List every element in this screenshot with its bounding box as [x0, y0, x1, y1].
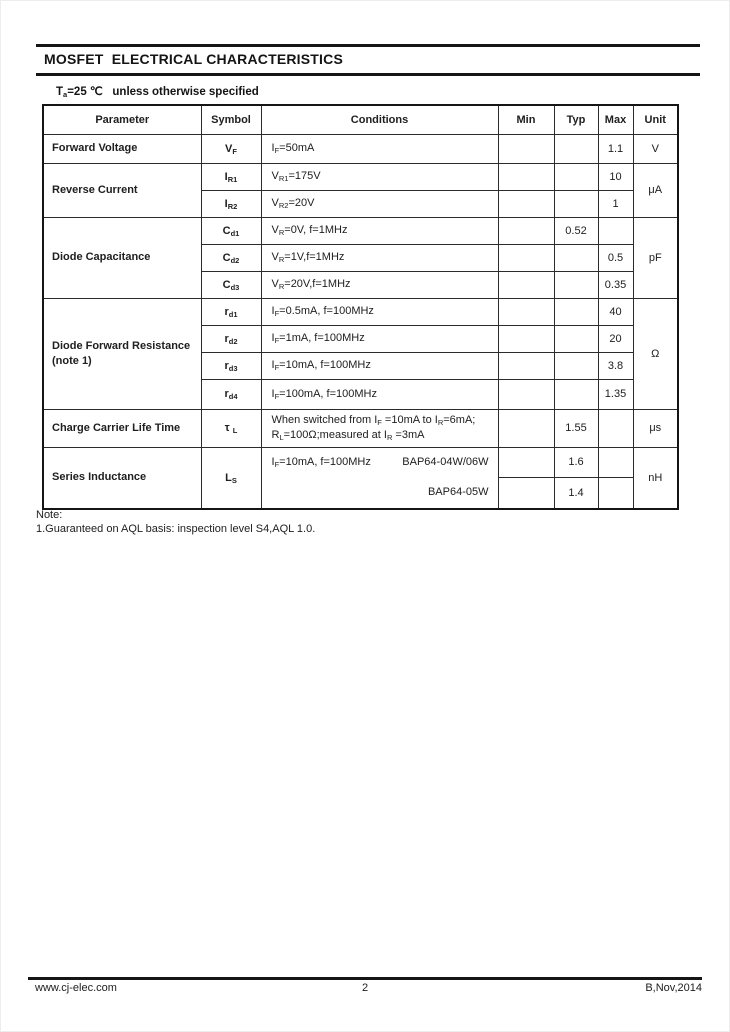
typ-cell: [554, 163, 598, 190]
max-cell: 20: [598, 325, 633, 352]
symbol-cell: $r_{d2}$: [201, 325, 261, 352]
test-conditions-subtitle: $T_a=25$ ℃ unless otherwise specified: [56, 86, 259, 99]
min-cell: [498, 447, 554, 478]
max-cell: 40: [598, 298, 633, 325]
param-cell: Forward Voltage: [43, 134, 201, 163]
min-cell: [498, 379, 554, 409]
min-cell: [498, 244, 554, 271]
conditions-cell: When switched from $I_F =10mA$ to $I_R=6mA$; $R_L=100\Omega;measured$ at $I_R =3mA$: [261, 409, 498, 447]
min-cell: [498, 478, 554, 509]
max-cell: 10: [598, 163, 633, 190]
symbol-cell: $I_{R2}$: [201, 190, 261, 217]
max-cell: 1.35: [598, 379, 633, 409]
typ-cell: [554, 244, 598, 271]
typ-cell: [554, 298, 598, 325]
header-symbol: Symbol: [201, 105, 261, 134]
series-inductance-condition-line: [262, 478, 498, 508]
page-footer: [28, 977, 702, 997]
title-underline-rule: [36, 73, 700, 76]
max-cell: [598, 478, 633, 509]
max-cell: [598, 217, 633, 244]
max-cell: 1: [598, 190, 633, 217]
symbol-cell: $V_F$: [201, 134, 261, 163]
param-cell: Reverse Current: [43, 163, 201, 217]
symbol-cell: $r_{d1}$: [201, 298, 261, 325]
unit-cell: Ω: [633, 298, 678, 409]
table-row: [43, 447, 678, 478]
typ-cell: 1.6: [554, 447, 598, 478]
max-cell: 0.5: [598, 244, 633, 271]
footer-page-number: 2: [361, 981, 369, 994]
unit-cell: μs: [633, 409, 678, 447]
symbol-cell: $C_{d3}$: [201, 271, 261, 298]
conditions-cell: $V_R=1V,f=1MHz$: [261, 244, 498, 271]
typ-cell: 1.55: [554, 409, 598, 447]
header-conditions: Conditions: [261, 105, 498, 134]
unit-cell: μA: [633, 163, 678, 217]
note-block: [36, 508, 315, 536]
param-cell: Diode Capacitance: [43, 217, 201, 298]
param-cell: Diode Forward Resistance (note 1): [43, 298, 201, 409]
min-cell: [498, 163, 554, 190]
header-parameter: Parameter: [43, 105, 201, 134]
symbol-cell: τ $_L$: [201, 409, 261, 447]
symbol-cell: $C_{d1}$: [201, 217, 261, 244]
conditions-cell: $V_{R1}=175V$: [261, 163, 498, 190]
conditions-cell: [261, 447, 498, 509]
max-cell: 1.1: [598, 134, 633, 163]
footer-website: www.cj-elec.com: [35, 981, 117, 994]
typ-cell: 1.4: [554, 478, 598, 509]
min-cell: [498, 325, 554, 352]
header-unit: Unit: [633, 105, 678, 134]
conditions-cell: $I_F=0.5mA$, f=100MHz: [261, 298, 498, 325]
symbol-cell: $r_{d3}$: [201, 352, 261, 379]
typ-cell: [554, 352, 598, 379]
min-cell: [498, 217, 554, 244]
footer-revision: B,Nov,2014: [645, 981, 702, 994]
conditions-cell: $V_{R2}=20V$: [261, 190, 498, 217]
max-cell: [598, 447, 633, 478]
max-cell: [598, 409, 633, 447]
min-cell: [498, 352, 554, 379]
conditions-cell: $I_F=50mA$: [261, 134, 498, 163]
param-cell: Charge Carrier Life Time: [43, 409, 201, 447]
header-min: Min: [498, 105, 554, 134]
symbol-cell: $L_S$: [201, 447, 261, 509]
min-cell: [498, 298, 554, 325]
variant-label: BAP64-04W/06W: [402, 456, 489, 469]
table-row: [43, 298, 678, 325]
header-typ: Typ: [554, 105, 598, 134]
conditions-cell: $V_R=20V,f=1MHz$: [261, 271, 498, 298]
symbol-cell: $r_{d4}$: [201, 379, 261, 409]
conditions-cell: $V_R=0V$, f=1MHz: [261, 217, 498, 244]
series-inductance-condition-line: [262, 448, 498, 478]
min-cell: [498, 134, 554, 163]
min-cell: [498, 271, 554, 298]
table-row: [43, 134, 678, 163]
typ-cell: [554, 190, 598, 217]
electrical-characteristics-table: [42, 104, 679, 510]
max-cell: 0.35: [598, 271, 633, 298]
page-title: MOSFET ELECTRICAL CHARACTERISTICS: [44, 51, 343, 67]
header-max: Max: [598, 105, 633, 134]
min-cell: [498, 190, 554, 217]
conditions-cell: $I_F=1mA$, f=100MHz: [261, 325, 498, 352]
variant-label: BAP64-05W: [427, 486, 489, 499]
conditions-cell: $I_F=10mA$, f=100MHz: [261, 352, 498, 379]
typ-cell: [554, 379, 598, 409]
table-header-row: [43, 105, 678, 134]
symbol-cell: $I_{R1}$: [201, 163, 261, 190]
top-rule: [36, 44, 700, 47]
param-cell: Series Inductance: [43, 447, 201, 509]
footer-rule: [28, 977, 702, 980]
table-row: [43, 409, 678, 447]
max-cell: 3.8: [598, 352, 633, 379]
unit-cell: nH: [633, 447, 678, 509]
typ-cell: [554, 325, 598, 352]
note-line: 1.Guaranteed on AQL basis: inspection level S4,AQL 1.0.: [36, 523, 316, 536]
typ-cell: [554, 134, 598, 163]
unit-cell: pF: [633, 217, 678, 298]
table-row: [43, 217, 678, 244]
conditions-cell: $I_F=100mA$, f=100MHz: [261, 379, 498, 409]
unit-cell: V: [633, 134, 678, 163]
typ-cell: 0.52: [554, 217, 598, 244]
table-row: [43, 163, 678, 190]
condition-text: $I_F=10mA$, f=100MHz: [271, 456, 371, 470]
note-label: Note:: [36, 509, 63, 521]
min-cell: [498, 409, 554, 447]
symbol-cell: $C_{d2}$: [201, 244, 261, 271]
typ-cell: [554, 271, 598, 298]
